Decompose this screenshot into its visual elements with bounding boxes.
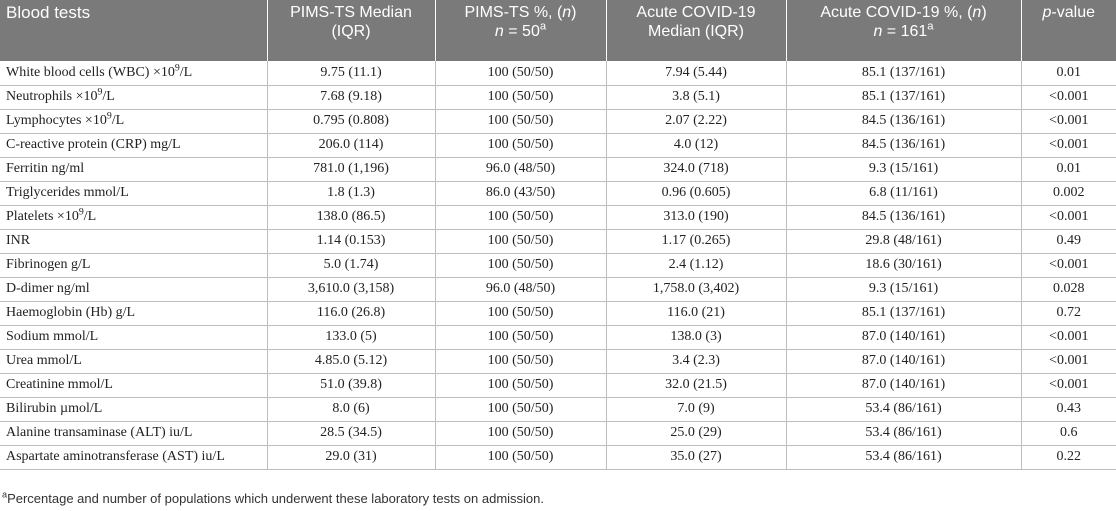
- cell-pims-percent: 100 (50/50): [435, 229, 606, 253]
- cell-p-value: 0.72: [1021, 301, 1116, 325]
- cell-covid-percent: 85.1 (137/161): [786, 301, 1021, 325]
- cell-covid-median: 324.0 (718): [606, 157, 786, 181]
- cell-test: Alanine transaminase (ALT) iu/L: [0, 421, 267, 445]
- cell-test: INR: [0, 229, 267, 253]
- cell-covid-percent: 84.5 (136/161): [786, 205, 1021, 229]
- cell-test: Aspartate aminotransferase (AST) iu/L: [0, 445, 267, 469]
- table-row: [0, 85, 1116, 109]
- cell-pims-median: 4.85.0 (5.12): [267, 349, 435, 373]
- cell-test: Triglycerides mmol/L: [0, 181, 267, 205]
- cell-pims-median: 0.795 (0.808): [267, 109, 435, 133]
- cell-p-value: 0.01: [1021, 157, 1116, 181]
- table-row: [0, 229, 1116, 253]
- cell-covid-percent: 87.0 (140/161): [786, 325, 1021, 349]
- cell-test: Neutrophils $\times 10^9/L$: [0, 85, 267, 109]
- cell-p-value: 0.43: [1021, 397, 1116, 421]
- cell-covid-percent: 84.5 (136/161): [786, 133, 1021, 157]
- table-row: [0, 61, 1116, 85]
- cell-p-value: <0.001: [1021, 325, 1116, 349]
- cell-covid-median: 1,758.0 (3,402): [606, 277, 786, 301]
- table-row: [0, 253, 1116, 277]
- cell-pims-median: 28.5 (34.5): [267, 421, 435, 445]
- table-row: [0, 373, 1116, 397]
- cell-pims-percent: 100 (50/50): [435, 205, 606, 229]
- cell-pims-percent: 100 (50/50): [435, 61, 606, 85]
- table-row: [0, 325, 1116, 349]
- cell-pims-percent: 100 (50/50): [435, 325, 606, 349]
- table-row: [0, 181, 1116, 205]
- cell-p-value: <0.001: [1021, 133, 1116, 157]
- cell-p-value: <0.001: [1021, 109, 1116, 133]
- cell-p-value: <0.001: [1021, 85, 1116, 109]
- cell-pims-median: 1.14 (0.153): [267, 229, 435, 253]
- cell-pims-median: 29.0 (31): [267, 445, 435, 469]
- header-pims-percent: PIMS-TS %, (n) $n = 50^a$: [435, 0, 606, 61]
- cell-pims-median: 116.0 (26.8): [267, 301, 435, 325]
- header-pims-median: PIMS-TS Median (IQR): [267, 0, 435, 61]
- cell-pims-percent: 100 (50/50): [435, 109, 606, 133]
- cell-p-value: 0.22: [1021, 445, 1116, 469]
- cell-covid-percent: 29.8 (48/161): [786, 229, 1021, 253]
- cell-pims-median: 138.0 (86.5): [267, 205, 435, 229]
- cell-p-value: 0.01: [1021, 61, 1116, 85]
- cell-pims-median: 133.0 (5): [267, 325, 435, 349]
- cell-covid-percent: 53.4 (86/161): [786, 445, 1021, 469]
- cell-p-value: <0.001: [1021, 253, 1116, 277]
- cell-pims-median: 206.0 (114): [267, 133, 435, 157]
- header-covid-median: Acute COVID-19 Median (IQR): [606, 0, 786, 61]
- cell-pims-percent: 100 (50/50): [435, 85, 606, 109]
- cell-pims-median: 7.68 (9.18): [267, 85, 435, 109]
- cell-covid-median: 138.0 (3): [606, 325, 786, 349]
- cell-covid-median: 0.96 (0.605): [606, 181, 786, 205]
- cell-pims-percent: 86.0 (43/50): [435, 181, 606, 205]
- cell-pims-median: 51.0 (39.8): [267, 373, 435, 397]
- cell-test: Ferritin ng/ml: [0, 157, 267, 181]
- cell-pims-percent: 100 (50/50): [435, 373, 606, 397]
- footnote: [2, 491, 544, 506]
- table-row: [0, 133, 1116, 157]
- table-row: [0, 277, 1116, 301]
- table-body: [0, 61, 1116, 469]
- cell-test: Platelets $\times 10^9/L$: [0, 205, 267, 229]
- header-covid-percent: Acute COVID-19 %, (n) $n = 161^a$: [786, 0, 1021, 61]
- table-row: [0, 445, 1116, 469]
- cell-covid-median: 3.4 (2.3): [606, 349, 786, 373]
- cell-pims-percent: 100 (50/50): [435, 397, 606, 421]
- cell-pims-percent: 100 (50/50): [435, 421, 606, 445]
- table-row: [0, 301, 1116, 325]
- cell-covid-percent: 18.6 (30/161): [786, 253, 1021, 277]
- cell-covid-median: 2.4 (1.12): [606, 253, 786, 277]
- cell-test: Lymphocytes $\times 10^9/L$: [0, 109, 267, 133]
- cell-covid-percent: 6.8 (11/161): [786, 181, 1021, 205]
- cell-covid-percent: 53.4 (86/161): [786, 397, 1021, 421]
- cell-pims-median: 5.0 (1.74): [267, 253, 435, 277]
- cell-pims-median: 9.75 (11.1): [267, 61, 435, 85]
- cell-covid-percent: 53.4 (86/161): [786, 421, 1021, 445]
- cell-covid-median: 7.94 (5.44): [606, 61, 786, 85]
- cell-covid-median: 25.0 (29): [606, 421, 786, 445]
- cell-pims-percent: 100 (50/50): [435, 253, 606, 277]
- cell-p-value: <0.001: [1021, 373, 1116, 397]
- cell-test: Fibrinogen g/L: [0, 253, 267, 277]
- cell-pims-percent: 96.0 (48/50): [435, 277, 606, 301]
- table-row: [0, 205, 1116, 229]
- header-blood-tests: Blood tests: [0, 0, 267, 61]
- cell-pims-percent: 96.0 (48/50): [435, 157, 606, 181]
- cell-covid-median: 3.8 (5.1): [606, 85, 786, 109]
- table-row: [0, 157, 1116, 181]
- cell-covid-median: 32.0 (21.5): [606, 373, 786, 397]
- cell-covid-percent: 9.3 (15/161): [786, 277, 1021, 301]
- footnote-marker: a: [2, 489, 8, 500]
- cell-test: Sodium mmol/L: [0, 325, 267, 349]
- cell-covid-median: 313.0 (190): [606, 205, 786, 229]
- cell-test: Haemoglobin (Hb) g/L: [0, 301, 267, 325]
- cell-p-value: 0.002: [1021, 181, 1116, 205]
- header-p-value: p-value: [1021, 0, 1116, 61]
- cell-covid-percent: 87.0 (140/161): [786, 373, 1021, 397]
- cell-test: Creatinine mmol/L: [0, 373, 267, 397]
- cell-covid-percent: 84.5 (136/161): [786, 109, 1021, 133]
- cell-p-value: 0.028: [1021, 277, 1116, 301]
- table-row: [0, 109, 1116, 133]
- cell-pims-percent: 100 (50/50): [435, 349, 606, 373]
- cell-covid-median: 4.0 (12): [606, 133, 786, 157]
- table-row: [0, 397, 1116, 421]
- cell-covid-median: 2.07 (2.22): [606, 109, 786, 133]
- cell-test: C-reactive protein (CRP) mg/L: [0, 133, 267, 157]
- footnote-text: Percentage and number of populations which underwent these laboratory tests on admission.: [7, 491, 544, 506]
- cell-test: Bilirubin µmol/L: [0, 397, 267, 421]
- cell-pims-median: 781.0 (1,196): [267, 157, 435, 181]
- cell-covid-percent: 87.0 (140/161): [786, 349, 1021, 373]
- cell-test: White blood cells $(WBC) \times 10^9/L$: [0, 61, 267, 85]
- cell-p-value: <0.001: [1021, 349, 1116, 373]
- cell-p-value: 0.6: [1021, 421, 1116, 445]
- cell-covid-percent: 85.1 (137/161): [786, 85, 1021, 109]
- cell-covid-percent: 85.1 (137/161): [786, 61, 1021, 85]
- cell-pims-median: 8.0 (6): [267, 397, 435, 421]
- cell-pims-median: 1.8 (1.3): [267, 181, 435, 205]
- cell-pims-percent: 100 (50/50): [435, 445, 606, 469]
- cell-pims-percent: 100 (50/50): [435, 301, 606, 325]
- table-header: [0, 0, 1116, 61]
- cell-pims-percent: 100 (50/50): [435, 133, 606, 157]
- header-row: [0, 0, 1116, 61]
- cell-covid-median: 1.17 (0.265): [606, 229, 786, 253]
- cell-covid-median: 7.0 (9): [606, 397, 786, 421]
- cell-covid-median: 116.0 (21): [606, 301, 786, 325]
- cell-test: D-dimer ng/ml: [0, 277, 267, 301]
- table-row: [0, 421, 1116, 445]
- cell-p-value: 0.49: [1021, 229, 1116, 253]
- cell-covid-percent: 9.3 (15/161): [786, 157, 1021, 181]
- table-row: [0, 349, 1116, 373]
- cell-pims-median: 3,610.0 (3,158): [267, 277, 435, 301]
- cell-p-value: <0.001: [1021, 205, 1116, 229]
- cell-covid-median: 35.0 (27): [606, 445, 786, 469]
- cell-test: Urea mmol/L: [0, 349, 267, 373]
